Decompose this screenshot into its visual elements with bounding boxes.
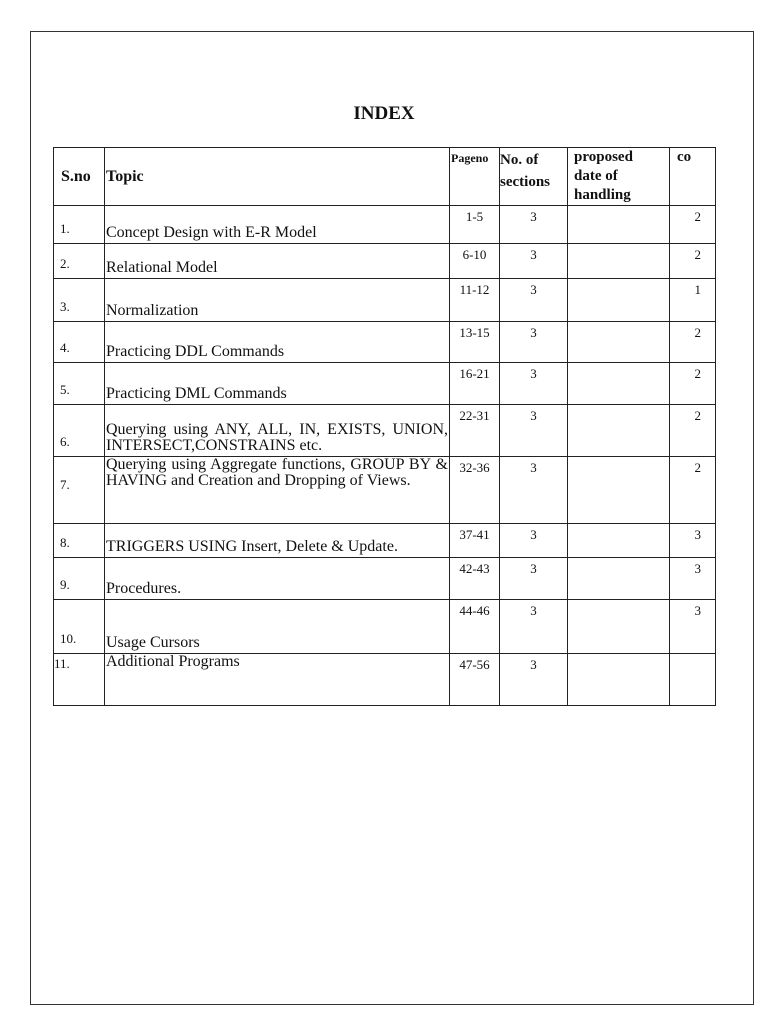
- cell-pageno: 11-12: [450, 279, 500, 322]
- table-row: [54, 405, 716, 457]
- cell-date: [568, 206, 670, 244]
- cell-topic: Practicing DML Commands: [105, 363, 450, 405]
- cell-pageno: 6-10: [450, 244, 500, 279]
- cell-co: [670, 654, 716, 706]
- table-row: [54, 206, 716, 244]
- table-row: [54, 654, 716, 706]
- cell-co: 2: [670, 363, 716, 405]
- cell-pageno: 32-36: [450, 457, 500, 524]
- cell-date: [568, 279, 670, 322]
- cell-co: 3: [670, 600, 716, 654]
- cell-sno: 3.: [54, 279, 105, 322]
- cell-sno: 8.: [54, 524, 105, 558]
- cell-topic: Additional Programs: [105, 654, 450, 706]
- cell-co: 2: [670, 322, 716, 363]
- cell-pageno: 47-56: [450, 654, 500, 706]
- cell-pageno: 13-15: [450, 322, 500, 363]
- cell-sections: 3: [500, 279, 568, 322]
- cell-sno: 7.: [54, 457, 105, 524]
- cell-sections: 3: [500, 322, 568, 363]
- cell-pageno: 16-21: [450, 363, 500, 405]
- cell-date: [568, 363, 670, 405]
- cell-co: 3: [670, 524, 716, 558]
- header-co: co: [670, 148, 716, 206]
- cell-co: 3: [670, 558, 716, 600]
- cell-sno: 4.: [54, 322, 105, 363]
- page-title: INDEX: [353, 103, 415, 124]
- index-table: [53, 147, 716, 706]
- cell-date: [568, 654, 670, 706]
- cell-topic: Normalization: [105, 279, 450, 322]
- cell-co: 1: [670, 279, 716, 322]
- cell-topic: Practicing DDL Commands: [105, 322, 450, 363]
- header-sno: S.no: [54, 148, 105, 206]
- header-sections-line2: sections: [500, 174, 550, 190]
- header-date-line1: proposed: [574, 149, 633, 165]
- table-row: [54, 600, 716, 654]
- cell-sections: 3: [500, 206, 568, 244]
- cell-topic: Procedures.: [105, 558, 450, 600]
- cell-pageno: 22-31: [450, 405, 500, 457]
- cell-pageno: 42-43: [450, 558, 500, 600]
- table-row: [54, 524, 716, 558]
- cell-date: [568, 322, 670, 363]
- cell-co: 2: [670, 206, 716, 244]
- cell-date: [568, 405, 670, 457]
- header-date-line2: date of: [574, 168, 618, 184]
- cell-sno: 5.: [54, 363, 105, 405]
- cell-topic: Usage Cursors: [105, 600, 450, 654]
- cell-sno: 6.: [54, 405, 105, 457]
- header-proposed-date: [568, 148, 670, 206]
- cell-topic: Relational Model: [105, 244, 450, 279]
- cell-sno: 10.: [54, 600, 105, 654]
- cell-sno: 11.: [54, 654, 105, 706]
- cell-topic: TRIGGERS USING Insert, Delete & Update.: [105, 524, 450, 558]
- cell-topic: Concept Design with E-R Model: [105, 206, 450, 244]
- cell-sections: 3: [500, 244, 568, 279]
- table-row: [54, 279, 716, 322]
- cell-co: 2: [670, 457, 716, 524]
- cell-sections: 3: [500, 558, 568, 600]
- table-row: [54, 244, 716, 279]
- header-topic: Topic: [105, 148, 450, 206]
- cell-date: [568, 524, 670, 558]
- table-row: [54, 457, 716, 524]
- cell-pageno: 37-41: [450, 524, 500, 558]
- cell-date: [568, 244, 670, 279]
- table-row: [54, 363, 716, 405]
- header-date-line3: handling: [574, 187, 631, 203]
- cell-topic: Querying using Aggregate functions, GROUP BY & HAVING and Creation and Dropping of Views.: [105, 457, 450, 524]
- cell-sections: 3: [500, 524, 568, 558]
- cell-sections: 3: [500, 405, 568, 457]
- header-pageno: Pageno: [450, 148, 500, 206]
- cell-sections: 3: [500, 363, 568, 405]
- table-row: [54, 322, 716, 363]
- header-sections-line1: No. of: [500, 152, 539, 168]
- header-row: [54, 148, 716, 206]
- cell-sections: 3: [500, 600, 568, 654]
- cell-pageno: 44-46: [450, 600, 500, 654]
- cell-date: [568, 457, 670, 524]
- cell-date: [568, 558, 670, 600]
- cell-pageno: 1-5: [450, 206, 500, 244]
- cell-sections: 3: [500, 654, 568, 706]
- cell-topic: Querying using ANY, ALL, IN, EXISTS, UNION, INTERSECT,CONSTRAINS etc.: [105, 405, 450, 457]
- header-sections: [500, 148, 568, 206]
- cell-date: [568, 600, 670, 654]
- cell-co: 2: [670, 244, 716, 279]
- cell-co: 2: [670, 405, 716, 457]
- cell-sno: 9.: [54, 558, 105, 600]
- table-row: [54, 558, 716, 600]
- cell-sections: 3: [500, 457, 568, 524]
- cell-sno: 2.: [54, 244, 105, 279]
- cell-sno: 1.: [54, 206, 105, 244]
